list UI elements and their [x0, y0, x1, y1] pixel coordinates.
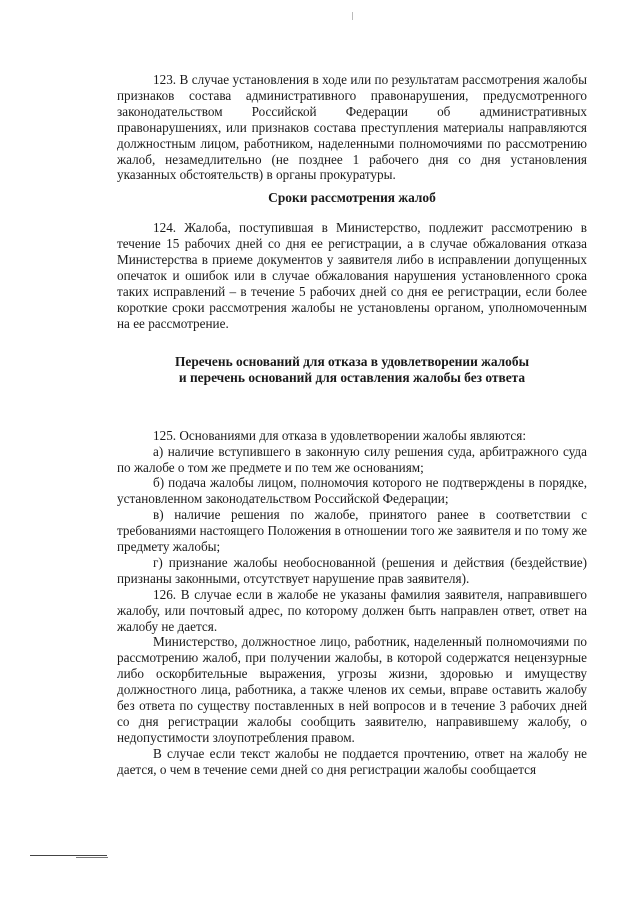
paragraph-126: 126. В случае если в жалобе не указаны фамилия заявителя, направившего жалобу, или почтовый адрес, по которому должен быть направлен ответ, ответ на жалобу не дается. — [117, 586, 587, 634]
paragraph-125-a: а) наличие вступившего в законную силу решения суда, арбитражного суда по жалобе о том же предмете и по тем же основаниям; — [117, 443, 587, 475]
scan-mark — [352, 12, 353, 20]
footnote-rule-mark — [76, 857, 108, 858]
paragraph-125-c: в) наличие решения по жалобе, принятого ранее в соответствии с требованиями настоящего Положения в отношении того же заявителя и по тому же предмету жалобы; — [117, 507, 587, 555]
paragraph-126-unreadable: В случае если текст жалобы не поддается прочтению, ответ на жалобу не дается, о чем в течение семи дней со дня регистрации жалобы сообщается — [117, 745, 587, 777]
paragraph-126-ministry: Министерство, должностное лицо, работник, наделенный полномочиями по рассмотрению жалоб, при получении жалобы, в которой содержатся нецензурные либо оскорбительные выражения, угрозы жизни, здоровью и имуществу должностного лица, работника, а также членов их семьи, вправе оставить жалобу без ответа по существу поставленных в ней вопросов и в течение 3 рабочих дней со дня регистрации жалобы сообщить заявителю, направившему жалобу, о недопустимости злоупотребления правом. — [117, 634, 587, 745]
heading-review-terms: Сроки рассмотрения жалоб — [268, 190, 436, 206]
heading-refusal-grounds-line2: и перечень оснований для оставления жалобы без ответа — [178, 369, 526, 385]
paragraph-123: 123. В случае установления в ходе или по результатам рассмотрения жалобы признаков состава административного правонарушения, предусмотренного законодательством Российской Федерации об административных правонарушениях, или признаков состава преступления материалы направляются должностным лицом, работником, наделенными полномочиями по рассмотрению жалоб, незамедлительно (не позднее 1 рабочего дня со дня установления указанных обстоятельств) в органы прокуратуры. — [117, 72, 587, 183]
paragraph-125: 125. Основаниями для отказа в удовлетворении жалобы являются: — [153, 427, 527, 443]
paragraph-125-d: г) признание жалобы необоснованной (решения и действия (бездействие) признаны законными, отсутствует нарушение прав заявителя). — [117, 554, 587, 586]
heading-refusal-grounds — [117, 354, 587, 386]
document-body — [117, 72, 587, 778]
heading-refusal-grounds-line1: Перечень оснований для отказа в удовлетворении жалобы — [174, 353, 530, 369]
paragraph-125-b: б) подача жалобы лицом, полномочия которого не подтверждены в порядке, установленном законодательством Российской Федерации; — [117, 475, 587, 507]
paragraph-124: 124. Жалоба, поступившая в Министерство, подлежит рассмотрению в течение 15 рабочих дней со дня ее регистрации, а в случае обжалования отказа Министерства в приеме документов у заявителя либо в исправлении допущенных опечаток и ошибок или в случае обжалования нарушения установленного срока таких исправлений – в течение 5 рабочих дней со дня ее регистрации, если более короткие сроки рассмотрения жалобы не установлены органом, уполномоченным на ее рассмотрение. — [117, 220, 587, 331]
footnote-rule — [30, 855, 107, 856]
